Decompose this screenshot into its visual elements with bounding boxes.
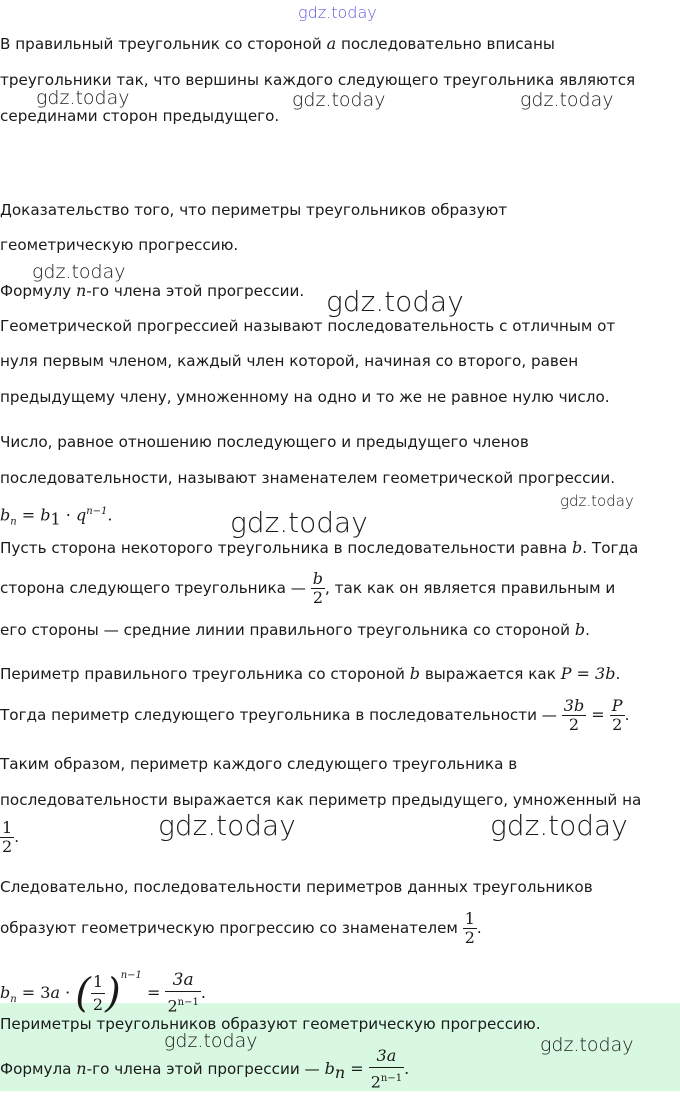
definition-line-2: нуля первым членом, каждый член которой, начиная со второго, равен [0,352,579,370]
definition-line-5: последовательности, называют знаменателем геометрической прогрессии. [0,469,616,487]
watermark: gdz.today [32,261,126,283]
var-a: a [326,34,337,53]
watermark: gdz.today [230,506,368,539]
watermark: gdz.today [490,809,628,842]
problem-line-2: треугольники так, что вершины каждого следующего треугольника являются [0,71,636,89]
solution-line-7: последовательности выражается как периметр предыдущего, умноженный на [0,791,642,809]
fraction-half-2: $\frac{1}{2}$ [464,909,475,947]
watermark: gdz.today [540,1034,634,1056]
solution-line-6: Таким образом, периметр каждого следующего треугольника в [0,755,518,773]
definition-line-4: Число, равное отношению последующего и предыдущего членов [0,433,529,451]
solution-line-2: сторона следующего треугольника — $\frac{b}{2}$ , так как он является правильным и [0,569,616,607]
watermark: gdz.today [158,809,296,842]
solution-line-4: Периметр правильного треугольника со стороной b выражается как P = 3b. [0,664,621,683]
fraction-b-over-2: $\frac{b}{2}$ [312,569,324,607]
solution-line-1: Пусть сторона некоторого треугольника в последовательности равна b. Тогда [0,538,639,557]
problem-line-3: серединами сторон предыдущего. [0,107,280,125]
watermark: gdz.today [520,89,614,111]
task-line-2: геометрическую прогрессию. [0,236,239,254]
definition-line-3: предыдущему члену, умноженному на одно и то же не равное нулю число. [0,388,610,406]
formula-specific: $b_n = 3a$ · ( $\frac{1}{2}$ )$^{n-1}$ = $\frac{3a}{2^{n-1}}$ . [0,970,206,1017]
answer-line-2: Формула n-го члена этой прогрессии — $b_n$ = $\frac{3a}{2^{n-1}}$ . [0,1046,410,1092]
watermark: gdz.today [560,492,634,510]
solution-line-9: Следовательно, последовательности периметров данных треугольников [0,878,593,896]
formula-general: $b_n = b_1 \cdot q^{n-1}$. [0,505,113,529]
solution-line-10: образуют геометрическую прогрессию со знаменателем $\frac{1}{2}$ . [0,909,482,947]
solution-line-5: Тогда периметр следующего треугольника в последовательности — $\frac{3b}{2}$ = $\frac{P}{2}$ . [0,696,630,734]
solution-line-8: $\frac{1}{2}$ . [2,818,20,856]
task-line-3: Формулу n-го члена этой прогрессии. [0,281,305,300]
watermark: gdz.today [36,87,130,109]
definition-line-1: Геометрической прогрессией называют последовательность с отличным от [0,317,616,335]
task-line-1: Доказательство того, что периметры треугольников образуют [0,201,508,219]
fraction-p-over-2: $\frac{P}{2}$ [611,696,623,734]
solution-line-3: его стороны — средние линии правильного треугольника со стороной b. [0,620,590,639]
watermark: gdz.today [292,89,386,111]
fraction-3b-over-2: $\frac{3b}{2}$ [563,696,585,734]
fraction-half: $\frac{1}{2}$ [2,818,13,856]
problem-line-1: В правильный треугольник со стороной a последовательно вписаны [0,34,555,53]
watermark: gdz.today [164,1030,258,1052]
watermark: gdz.today [326,285,464,318]
answer-line-1: Периметры треугольников образуют геометрическую прогрессию. [0,1015,541,1033]
watermark-top: gdz.today [298,3,377,22]
